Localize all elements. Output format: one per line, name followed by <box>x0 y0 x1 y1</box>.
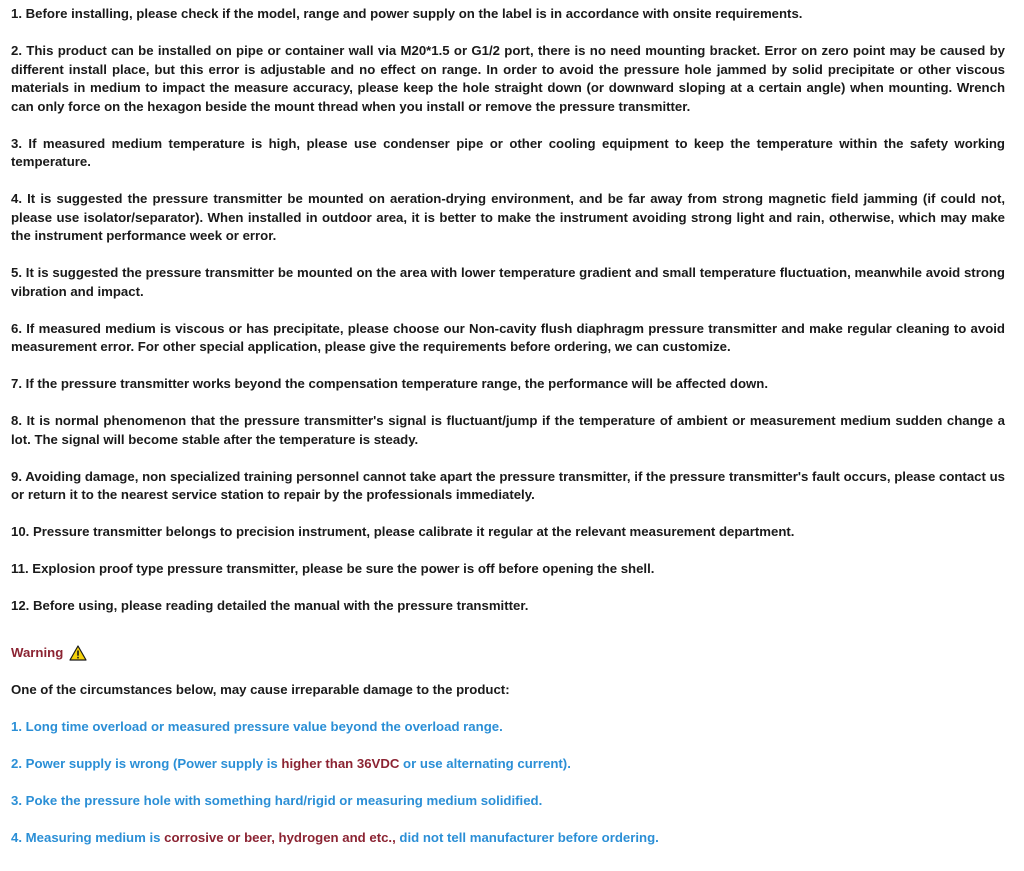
instruction-item-11: 11. Explosion proof type pressure transmitter, please be sure the power is off before opening the shell. <box>11 561 655 576</box>
instruction-item-6: 6. If measured medium is viscous or has precipitate, please choose our Non-cavity flush diaphragm pressure transmitter and make regular cleaning to avoid measurement error. For other special application, please give the requirements before ordering, we can customize. <box>11 320 1005 354</box>
risk-item-4-highlight: corrosive or beer, hydrogen and etc., <box>164 829 396 845</box>
instruction-item-3: 3. If measured medium temperature is high, please use condenser pipe or other cooling equipment to keep the temperature within the safety working temperature. <box>11 135 1005 169</box>
warning-intro: One of the circumstances below, may cause irreparable damage to the product: <box>11 681 510 697</box>
risk-item-4-start: 4. Measuring medium is <box>11 829 165 845</box>
risk-item-1: 1. Long time overload or measured pressure value beyond the overload range. <box>11 718 503 734</box>
instruction-item-8: 8. It is normal phenomenon that the pressure transmitter's signal is fluctuant/jump if the temperature of ambient or measurement medium sudden change a lot. The signal will become stable after the temperature is steady. <box>11 413 1005 447</box>
warning-heading <box>11 644 1005 663</box>
warning-triangle-icon <box>69 645 87 661</box>
instruction-item-1: 1. Before installing, please check if the model, range and power supply on the label is in accordance with onsite requirements. <box>11 6 803 21</box>
instruction-item-2: 2. This product can be installed on pipe or container wall via M20*1.5 or G1/2 port, there is no need mounting bracket. Error on zero point may be caused by different install place, but this error is adjustable and no effect on range. In order to avoid the pressure hole jammed by solid precipitate or other viscous materials in medium to impact the measure accuracy, please keep the hole straight down (or downward sloping at a certain angle) when mounting. Wrench can only force on the hexagon beside the mount thread when you install or remove the pressure transmitter. <box>11 43 1005 114</box>
instructions-page <box>11 5 1005 847</box>
instruction-item-10: 10. Pressure transmitter belongs to precision instrument, please calibrate it regular at the relevant measurement department. <box>11 524 795 539</box>
instruction-item-9: 9. Avoiding damage, non specialized training personnel cannot take apart the pressure transmitter, if the pressure transmitter's fault occurs, please contact us or return it to the nearest service station to repair by the professionals immediately. <box>11 468 1005 502</box>
risk-item-2-start: 2. Power supply is wrong (Power supply is <box>11 755 282 771</box>
instruction-item-12: 12. Before using, please reading detailed the manual with the pressure transmitter. <box>11 598 529 613</box>
instruction-item-7: 7. If the pressure transmitter works beyond the compensation temperature range, the performance will be affected down. <box>11 376 768 391</box>
risk-item-2-highlight: higher than 36VDC <box>281 755 400 771</box>
risk-item-4 <box>11 829 1005 848</box>
instruction-item-4: 4. It is suggested the pressure transmitter be mounted on aeration-drying environment, and be far away from strong magnetic field jamming (if could not, please use isolator/separator). When installed in outdoor area, it is better to make the instrument avoiding strong light and rain, otherwise, which may make the instrument performance week or error. <box>11 191 1005 243</box>
risk-item-2 <box>11 755 1005 774</box>
risk-item-4-end: did not tell manufacturer before ordering. <box>395 829 659 845</box>
risk-item-3: 3. Poke the pressure hole with something hard/rigid or measuring medium solidified. <box>11 792 543 808</box>
risk-item-2-end: or use alternating current). <box>399 755 571 771</box>
instruction-item-5: 5. It is suggested the pressure transmitter be mounted on the area with lower temperature gradient and small temperature fluctuation, meanwhile avoid strong vibration and impact. <box>11 265 1005 299</box>
warning-label: Warning <box>11 644 64 660</box>
